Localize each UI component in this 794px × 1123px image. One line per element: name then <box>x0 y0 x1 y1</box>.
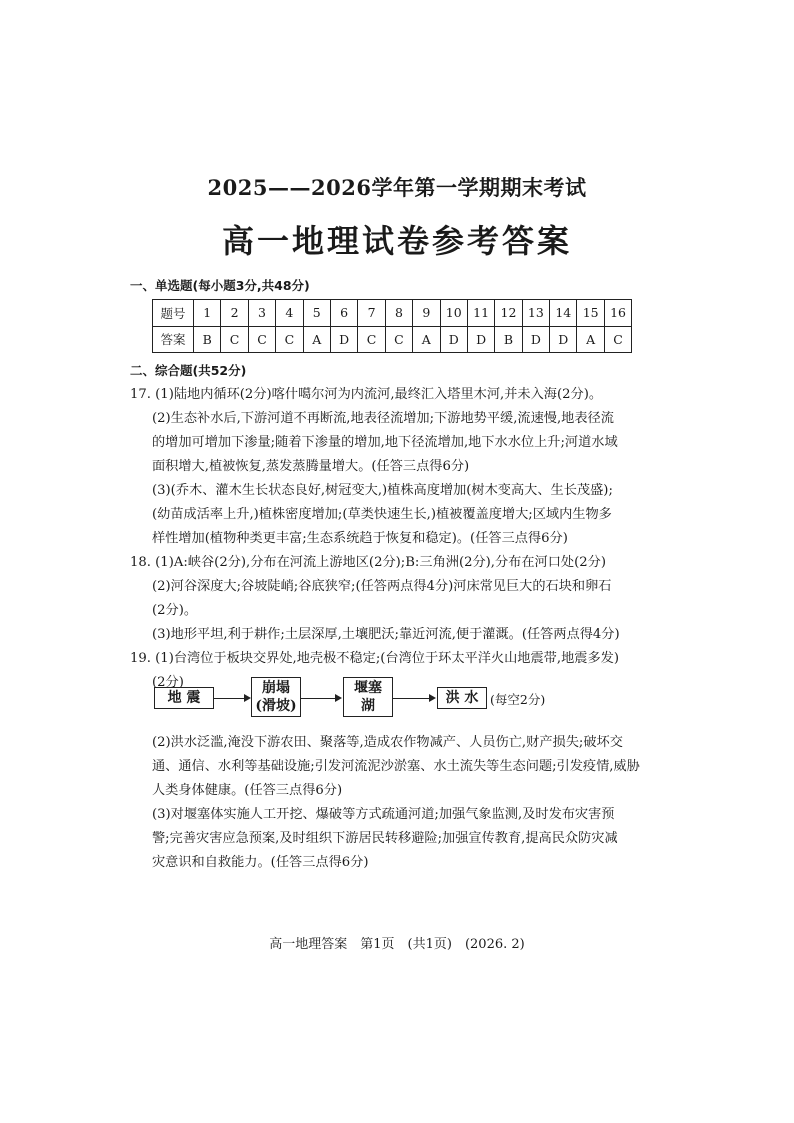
q19-part2-line3: 人类身体健康。(任答三点得6分) <box>152 783 343 798</box>
table-cell: C <box>604 326 631 353</box>
flow-box-collapse-line2: (滑坡) <box>255 698 297 714</box>
flow-arrow-3 <box>393 698 430 699</box>
table-cell: 2 <box>221 300 248 327</box>
table-cell: C <box>358 326 385 353</box>
table-cell: 11 <box>467 300 494 327</box>
flow-box-collapse-line1: 崩塌 <box>262 680 290 696</box>
flow-box-lake-line1: 堰塞 <box>354 680 382 696</box>
arrow-head-icon <box>429 694 436 702</box>
q17-part3-line2: (幼苗成活率上升,)植株密度增加;(草类快速生长,)植被覆盖度增大;区域内生物多 <box>152 507 612 522</box>
table-cell: 9 <box>413 300 440 327</box>
table-cell: 15 <box>577 300 604 327</box>
q19-part3-line2: 警;完善灾害应急预案,及时组织下游居民转移避险;加强宣传教育,提高民众防灾减 <box>152 831 618 846</box>
flow-arrow-1 <box>214 698 245 699</box>
table-cell: D <box>522 326 549 353</box>
table-cell: D <box>440 326 467 353</box>
table-cell: 5 <box>303 300 330 327</box>
answer-table <box>152 299 632 353</box>
table-cell: A <box>303 326 330 353</box>
q19-part1-line2: (2分) <box>152 675 184 690</box>
table-cell: 10 <box>440 300 467 327</box>
section2-heading: 二、综合题(共52分) <box>130 363 247 378</box>
q19-part3-line1: (3)对堰塞体实施人工开挖、爆破等方式疏通河道;加强气象监测,及时发布灾害预 <box>152 807 615 822</box>
table-cell: 8 <box>385 300 412 327</box>
table-cell: 7 <box>358 300 385 327</box>
table-cell: 14 <box>550 300 577 327</box>
flow-box-dammed-lake <box>343 677 393 717</box>
table-cell: 1 <box>194 300 221 327</box>
q17-part2-line2: 的增加可增加下渗量;随着下渗量的增加,地下径流增加,地下水水位上升;河道水域 <box>152 435 618 450</box>
table-cell: D <box>550 326 577 353</box>
q18-part3: (3)地形平坦,利于耕作;土层深厚,土壤肥沃;靠近河流,便于灌溉。(任答两点得4分) <box>152 627 620 642</box>
page-footer: 高一地理答案 第1页 (共1页) (2026. 2) <box>269 937 525 952</box>
q17-part1: 17. (1)陆地内循环(2分)喀什噶尔河为内流河,最终汇入塔里木河,并未入海(2分)。 <box>130 387 603 402</box>
flow-box-lake-line2: 湖 <box>361 698 375 714</box>
arrow-head-icon <box>244 694 251 702</box>
q19-part3-line3: 灾意识和自救能力。(任答三点得6分) <box>152 855 369 870</box>
q17-part2-line1: (2)生态补水后,下游河道不再断流,地表径流增加;下游地势平缓,流速慢,地表径流 <box>152 411 614 426</box>
table-cell: B <box>194 326 221 353</box>
q19-part2-line2: 通、通信、水利等基础设施;引发河流泥沙淤塞、水土流失等生态问题;引发疫情,威胁 <box>152 759 640 774</box>
q18-part2-line1: (2)河谷深度大;谷坡陡峭;谷底狭窄;(任答两点得4分)河床常见巨大的石块和卵石 <box>152 579 612 594</box>
q18-part2-line2: (2分)。 <box>152 603 198 618</box>
table-cell: 4 <box>276 300 303 327</box>
row-label-number: 题号 <box>153 300 194 327</box>
q19-part2-line1: (2)洪水泛滥,淹没下游农田、聚落等,造成农作物减产、人员伤亡,财产损失;破坏交 <box>152 735 623 750</box>
table-row <box>153 326 632 353</box>
flow-box-flood: 洪 水 <box>437 687 487 709</box>
q17-part3-line1: (3)(乔木、灌木生长状态良好,树冠变大,)植株高度增加(树木变高大、生长茂盛); <box>152 483 613 498</box>
table-cell: A <box>577 326 604 353</box>
q17-part2-line3: 面积增大,植被恢复,蒸发蒸腾量增大。(任答三点得6分) <box>152 459 470 474</box>
flow-box-collapse <box>251 677 301 717</box>
q17-part3-line3: 样性增加(植物种类更丰富;生态系统趋于恢复和稳定)。(任答三点得6分) <box>152 531 568 546</box>
table-cell: C <box>276 326 303 353</box>
q18-part1: 18. (1)A:峡谷(2分),分布在河流上游地区(2分);B:三角洲(2分),分布在河口处(2分) <box>130 555 606 570</box>
table-cell: C <box>385 326 412 353</box>
table-cell: 13 <box>522 300 549 327</box>
table-cell: C <box>248 326 275 353</box>
table-cell: B <box>495 326 522 353</box>
table-cell: A <box>413 326 440 353</box>
table-cell: 3 <box>248 300 275 327</box>
table-row <box>153 300 632 327</box>
arrow-head-icon <box>335 694 342 702</box>
exam-title: 2025——2026学年第一学期期末考试 <box>207 175 587 200</box>
table-cell: D <box>330 326 357 353</box>
table-cell: D <box>467 326 494 353</box>
table-cell: C <box>221 326 248 353</box>
table-cell: 16 <box>604 300 631 327</box>
table-cell: 6 <box>330 300 357 327</box>
flow-arrow-2 <box>301 698 336 699</box>
flow-score-note: (每空2分) <box>490 692 546 707</box>
flow-box-earthquake: 地 震 <box>154 687 214 709</box>
row-label-answer: 答案 <box>153 326 194 353</box>
q19-part1-line1: 19. (1)台湾位于板块交界处,地壳极不稳定;(台湾位于环太平洋火山地震带,地震多发) <box>130 651 619 666</box>
answer-key-title: 高一地理试卷参考答案 <box>221 222 572 260</box>
table-cell: 12 <box>495 300 522 327</box>
section1-heading: 一、单选题(每小题3分,共48分) <box>130 278 310 293</box>
